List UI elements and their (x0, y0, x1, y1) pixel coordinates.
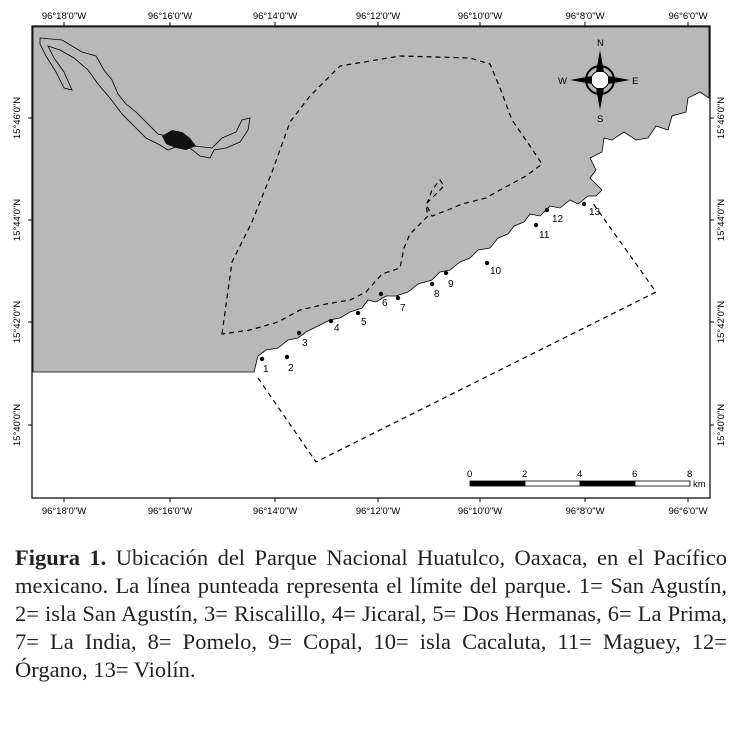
site-marker (285, 355, 289, 359)
scale-label-8: 8 (687, 469, 693, 480)
site-marker (297, 331, 301, 335)
lat-tick-label-left: 15°44'0"N (12, 198, 23, 242)
site-marker (485, 261, 489, 265)
lon-tick-label-bottom: 96°16'0"W (147, 506, 193, 517)
site-label: 8 (434, 289, 440, 300)
site-marker (379, 292, 383, 296)
lon-tick-label-top: 96°18'0"W (41, 11, 87, 22)
lon-tick-label-top: 96°16'0"W (147, 11, 193, 22)
site-marker (534, 223, 538, 227)
lon-tick-label-top: 96°12'0"W (355, 11, 401, 22)
figure-caption (15, 544, 727, 684)
scale-label-0: 0 (467, 469, 473, 480)
site-marker (260, 357, 264, 361)
site-label: 1 (263, 364, 269, 375)
site-label: 10 (490, 266, 502, 277)
site-marker (545, 208, 549, 212)
site-label: 4 (334, 323, 340, 334)
lon-tick-label-bottom: 96°18'0"W (41, 506, 87, 517)
site-label: 2 (288, 363, 294, 374)
lon-tick-label-top: 96°10'0"W (457, 11, 503, 22)
lon-tick-label-bottom: 96°10'0"W (457, 506, 503, 517)
scale-label-4: 4 (577, 469, 583, 480)
site-label: 7 (400, 303, 406, 314)
lon-tick-label-bottom: 96°6'0"W (668, 506, 708, 517)
site-marker (329, 319, 333, 323)
lon-tick-label-bottom: 96°8'0"W (565, 506, 605, 517)
lon-tick-label-top: 96°8'0"W (565, 11, 605, 22)
compass-e: E (632, 76, 639, 87)
lat-tick-label-left: 15°46'0"N (12, 96, 23, 140)
site-marker (444, 271, 448, 275)
lat-tick-label-right: 15°42'0"N (716, 300, 727, 344)
lat-tick-label-left: 15°42'0"N (12, 300, 23, 344)
caption-text: Ubicación del Parque Nacional Huatulco, Oaxaca, en el Pacífico mexicano. La línea punteada representa el límite del parque. 1= San Agustín, 2= isla San Agustín, 3= Riscalillo, 4= Jicaral, 5= Dos Hermanas, 6= La Prima, 7= La India, 8= Pomelo, 9= Copal, 10= isla Cacaluta, 11= Maguey, 12= Órgano, 13= Violín. (15, 545, 727, 682)
compass-s: S (597, 114, 604, 125)
lat-tick-label-right: 15°44'0"N (716, 198, 727, 242)
site-label: 11 (539, 230, 550, 241)
site-marker (430, 282, 434, 286)
lat-tick-label-right: 15°46'0"N (716, 96, 727, 140)
lat-tick-label-right: 15°40'0"N (716, 403, 727, 447)
compass-n: N (597, 38, 604, 49)
site-marker (582, 202, 586, 206)
lon-tick-label-top: 96°6'0"W (668, 11, 708, 22)
site-label: 13 (589, 207, 601, 218)
site-label: 12 (552, 214, 564, 225)
lon-tick-label-bottom: 96°12'0"W (355, 506, 401, 517)
lat-tick-label-left: 15°40'0"N (12, 403, 23, 447)
scale-label-2: 2 (522, 469, 528, 480)
site-label: 6 (382, 298, 388, 309)
scale-label-6: 6 (632, 469, 638, 480)
site-marker (396, 296, 400, 300)
site-marker (356, 311, 360, 315)
lon-tick-label-bottom: 96°14'0"W (252, 506, 298, 517)
compass-w: W (558, 76, 567, 87)
site-label: 3 (302, 338, 308, 349)
site-label: 5 (361, 317, 367, 328)
site-label: 9 (448, 279, 454, 290)
figure-label: Figura 1. (15, 545, 107, 570)
lon-tick-label-top: 96°14'0"W (252, 11, 298, 22)
scale-unit: km (693, 479, 706, 490)
